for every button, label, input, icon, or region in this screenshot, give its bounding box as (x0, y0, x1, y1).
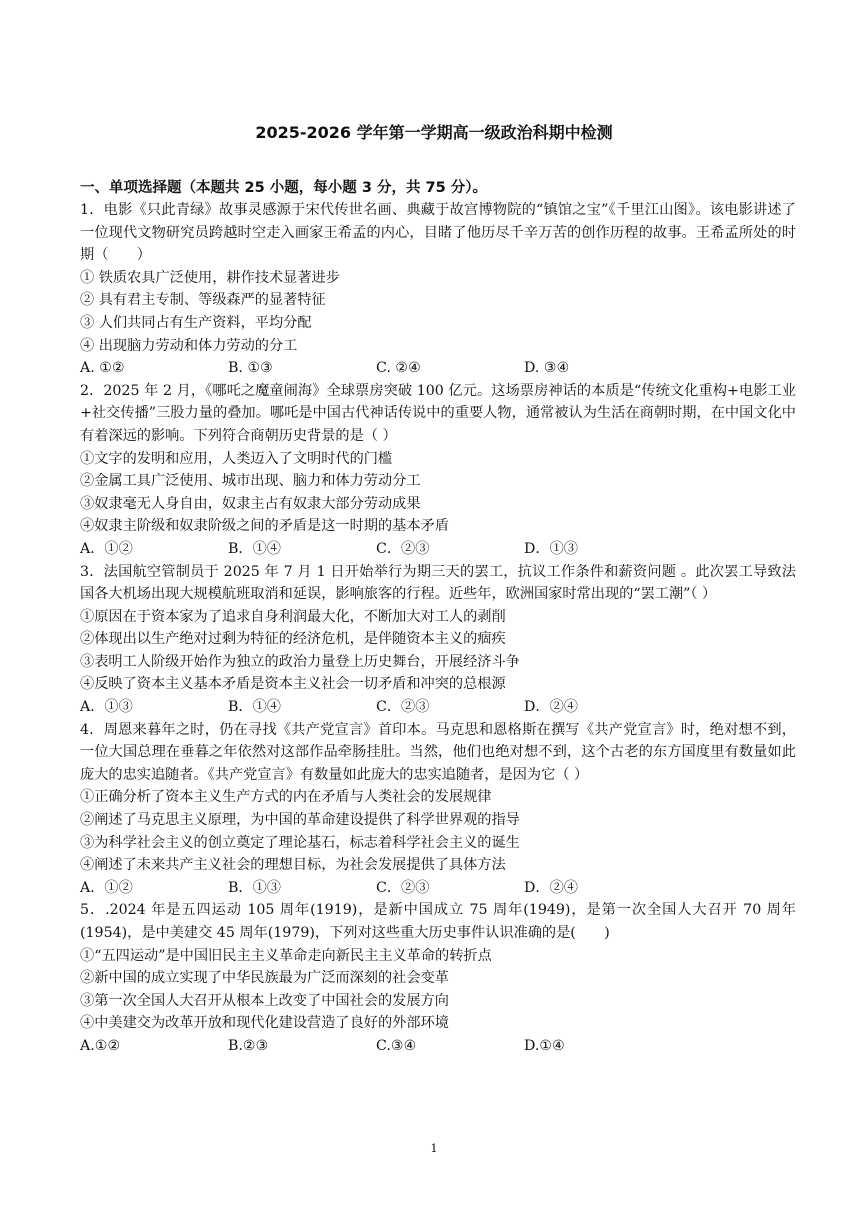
question-stem: 1．电影《只此青绿》故事灵感源于宋代传世名画、典藏于故宫博物院的“镇馆之宝”《千里江山图》。该电影讲述了一位现代文物研究员跨越时空走入画家王希孟的内心，目睹了他历尽千辛万苦的创作历程的故事。王希孟所处的时期（ ） (80, 202, 796, 264)
answer-options (80, 1035, 796, 1058)
answer-options (80, 696, 796, 719)
option-a: A.①② (80, 1037, 121, 1054)
question-5 (80, 899, 796, 1057)
question-2 (80, 380, 796, 561)
option-d: D．②④ (524, 879, 578, 896)
statement: ① 铁质农具广泛使用，耕作技术显著进步 (80, 269, 340, 286)
option-c: C．②③ (376, 879, 430, 896)
statement: ④阐述了未来共产主义社会的理想目标，为社会发展提供了具体方法 (80, 857, 506, 874)
statement: ②阐述了马克思主义原理，为中国的革命建设提供了科学世界观的指导 (80, 812, 520, 829)
option-a: A．①② (80, 879, 133, 896)
page-number: 1 (430, 1142, 438, 1155)
statement: ④中美建交为改革开放和现代化建设营造了良好的外部环境 (80, 1015, 449, 1032)
statement: ①正确分析了资本主义生产方式的内在矛盾与人类社会的发展规律 (80, 789, 492, 806)
statement: ③第一次全国人大召开从根本上改变了中国社会的发展方向 (80, 992, 449, 1009)
statement: ④反映了资本主义基本矛盾是资本主义社会一切矛盾和冲突的总根源 (80, 676, 506, 693)
statement: ①文字的发明和应用，人类迈入了文明时代的门槛 (80, 450, 393, 467)
option-c: C．②③ (376, 540, 430, 557)
option-b: B.②③ (228, 1037, 269, 1054)
answer-options (80, 877, 796, 900)
question-list (80, 177, 796, 1058)
statement: ①“五四运动”是中国旧民主主义革命走向新民主主义革命的转折点 (80, 947, 492, 964)
question-3 (80, 561, 796, 719)
option-b: B．①④ (228, 540, 281, 557)
option-c: C.③④ (376, 1037, 417, 1054)
section-heading: 一、单项选择题（本题共 25 小题，每小题 3 分，共 75 分）。 (80, 180, 487, 196)
question-1 (80, 199, 796, 380)
answer-options (80, 538, 796, 561)
statement: ②体现出以生产绝对过剩为特征的经济危机，是伴随资本主义的痼疾 (80, 631, 506, 648)
statement: ③为科学社会主义的创立奠定了理论基石，标志着科学社会主义的诞生 (80, 834, 520, 851)
statement: ③ 人们共同占有生产资料，平均分配 (80, 314, 312, 331)
option-d: D．②④ (524, 699, 578, 716)
statement: ④ 出现脑力劳动和体力劳动的分工 (80, 337, 298, 354)
option-d: D.①④ (524, 1037, 565, 1054)
statement: ③奴隶毫无人身自由，奴隶主占有奴隶大部分劳动成果 (80, 495, 421, 512)
statement: ②金属工具广泛使用、城市出现、脑力和体力劳动分工 (80, 473, 421, 490)
option-c: C. ②④ (376, 360, 421, 377)
statement: ①原因在于资本家为了追求自身利润最大化，不断加大对工人的剥削 (80, 608, 506, 625)
question-stem: 5．.2024 年是五四运动 105 周年(1919)，是新中国成立 75 周年(1949)，是第一次全国人大召开 70 周年(1954)，是中美建交 45 周年(1979)，下列对这些重大历史事件认识准确的是( ) (80, 902, 796, 941)
question-stem: 2．2025 年 2 月，《哪吒之魔童闹海》全球票房突破 100 亿元。这场票房神话的本质是“传统文化重构+电影工业+社交传播”三股力量的叠加。哪吒是中国古代神话传说中的重要人物，通常被认为生活在商朝时期，在中国文化中有着深远的影响。下列符合商朝历史背景的是（ ） (80, 382, 796, 444)
option-b: B. ①③ (228, 360, 273, 377)
option-a: A. ①② (80, 360, 125, 377)
option-c: C．②③ (376, 699, 430, 716)
statement: ④奴隶主阶级和奴隶阶级之间的矛盾是这一时期的基本矛盾 (80, 518, 449, 535)
statement: ③表明工人阶级开始作为独立的政治力量登上历史舞台，开展经济斗争 (80, 653, 520, 670)
option-a: A．①③ (80, 699, 133, 716)
option-d: D．①③ (524, 540, 578, 557)
statement: ②新中国的成立实现了中华民族最为广泛而深刻的社会变革 (80, 970, 449, 987)
exam-title: 2025-2026 学年第一学期高一级政治科期中检测 (255, 123, 613, 142)
question-stem: 3．法国航空管制员于 2025 年 7 月 1 日开始举行为期三天的罢工，抗议工作条件和薪资问题 。此次罢工导致法国各大机场出现大规模航班取消和延误，影响旅客的行程。近些年，欧洲国家时常出现的“罢工潮”（ ） (80, 563, 796, 603)
answer-options (80, 357, 796, 380)
option-d: D. ③④ (524, 360, 570, 377)
statement: ② 具有君主专制、等级森严的显著特征 (80, 292, 326, 309)
option-b: B．①④ (228, 699, 281, 716)
option-b: B．①③ (228, 879, 281, 896)
question-4 (80, 719, 796, 900)
question-stem: 4．周恩来暮年之时，仍在寻找《共产党宣言》首印本。马克思和恩格斯在撰写《共产党宣言》时，绝对想不到，一位大国总理在垂暮之年依然对这部作品牵肠挂肚。当然，他们也绝对想不到，这个古老的东方国度里有数量如此庞大的忠实追随者。《共产党宣言》有数量如此庞大的忠实追随者，是因为它（ ） (80, 721, 796, 783)
option-a: A．①② (80, 540, 133, 557)
